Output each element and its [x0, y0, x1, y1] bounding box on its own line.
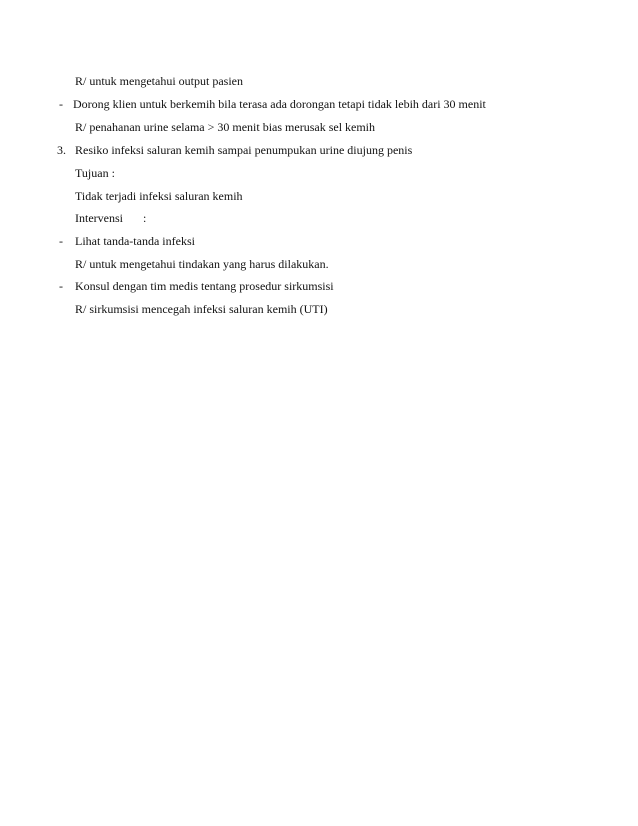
rationale-penahanan-urine: R/ penahanan urine selama > 30 menit bias merusak sel kemih [75, 120, 376, 134]
rationale-sirkumsisi: R/ sirkumsisi mencegah infeksi saluran kemih (UTI) [75, 302, 328, 316]
rationale-tindakan: R/ untuk mengetahui tindakan yang harus dilakukan. [75, 257, 329, 271]
intervention-konsul: Konsul dengan tim medis tentang prosedur sirkumsisi [75, 279, 334, 293]
numbered-marker: 3. [57, 143, 66, 157]
intervensi-heading [75, 211, 146, 225]
intervention-lihat-tanda: Lihat tanda-tanda infeksi [75, 234, 195, 248]
bullet-marker: - [59, 97, 63, 111]
rationale-output-pasien: R/ untuk mengetahui output pasien [75, 74, 243, 88]
intervensi-label: Intervensi [75, 211, 123, 225]
tujuan-label: Tujuan : [75, 166, 115, 180]
tujuan-text: Tidak terjadi infeksi saluran kemih [75, 189, 243, 203]
intervensi-colon: : [142, 211, 147, 225]
intervention-dorong-berkemih: Dorong klien untuk berkemih bila terasa ada dorongan tetapi tidak lebih dari 30 menit [73, 97, 486, 111]
bullet-marker: - [59, 234, 63, 248]
bullet-marker: - [59, 279, 63, 293]
diagnosis-resiko-infeksi: Resiko infeksi saluran kemih sampai penumpukan urine diujung penis [75, 143, 413, 157]
